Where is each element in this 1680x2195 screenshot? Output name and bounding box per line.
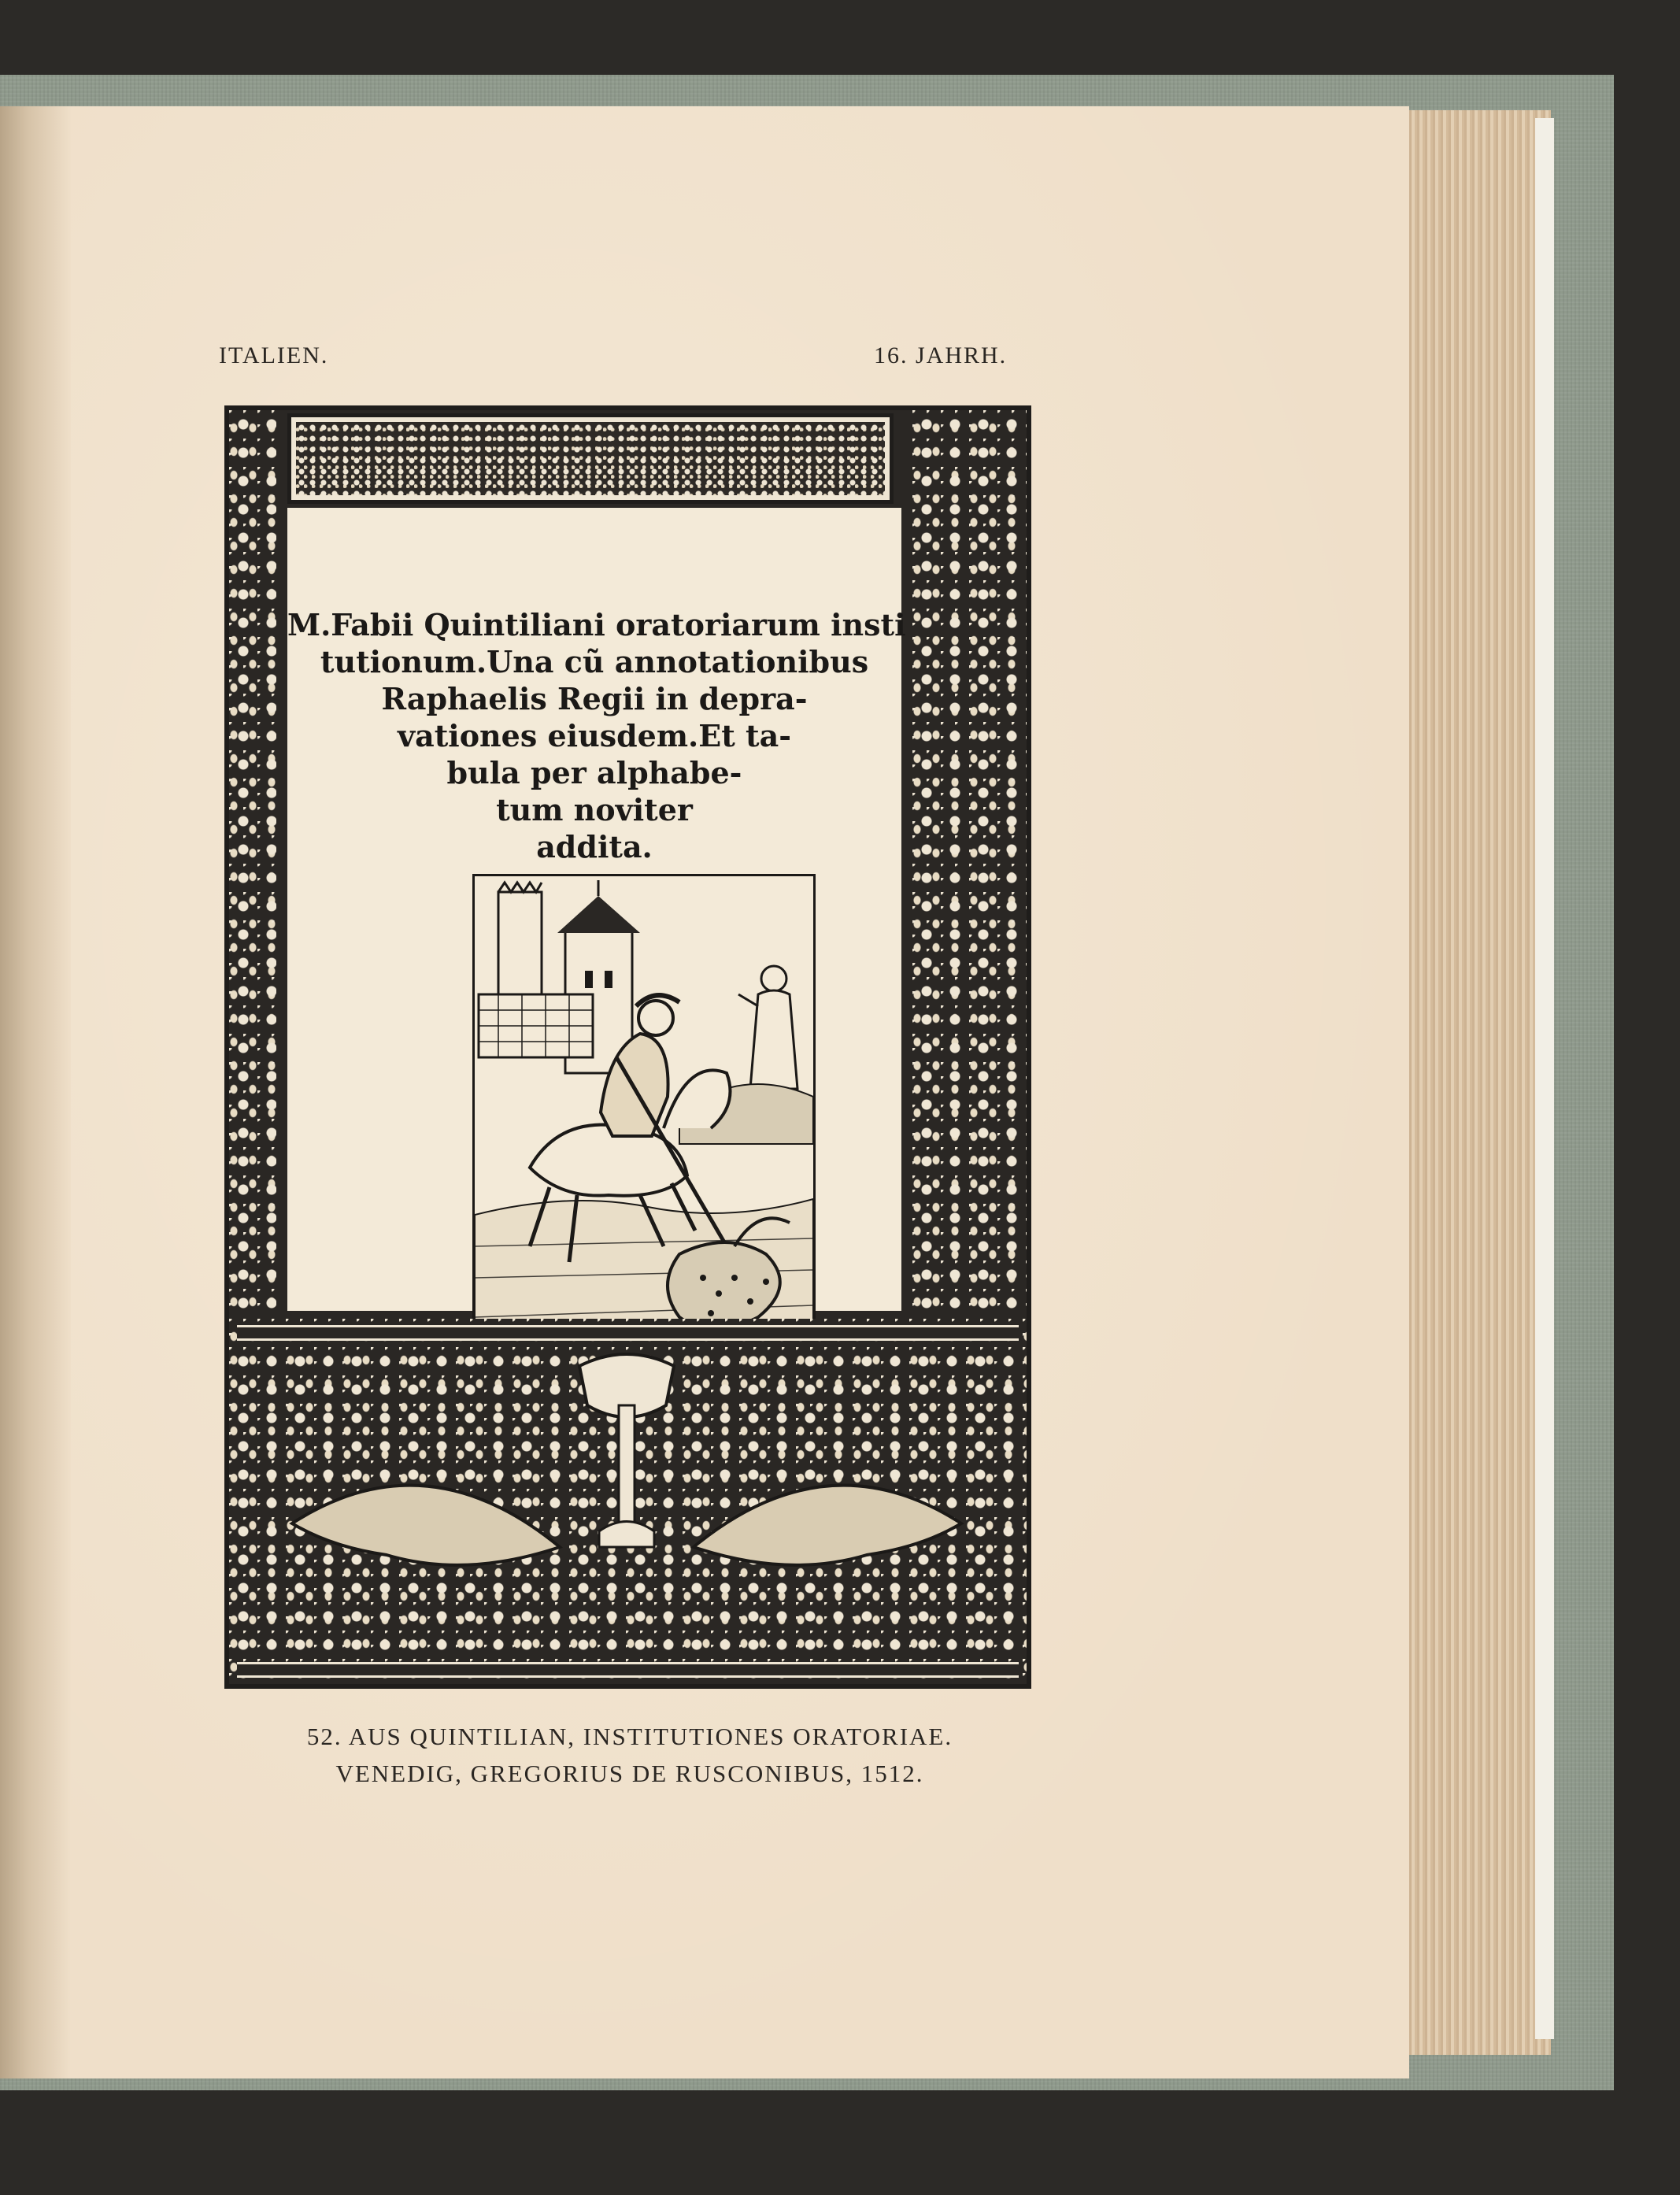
page-edges	[1401, 110, 1551, 2055]
woodcut-illustration-svg	[475, 876, 813, 1384]
title-line: tum noviter	[496, 792, 693, 827]
top-ornament-pattern	[296, 422, 885, 495]
title-line: tutionum.Una cũ annotationibus	[320, 644, 869, 679]
right-ornament-strip	[912, 410, 1027, 1316]
figure-caption-line-2: VENEDIG, GREGORIUS DE RUSCONIBUS, 1512.	[335, 1760, 924, 1787]
running-head-left: ITALIEN.	[219, 342, 329, 368]
vase-ornament-svg	[229, 1319, 1027, 1681]
title-line: Raphaelis Regii in depra-	[381, 681, 808, 716]
page-gutter	[0, 106, 71, 2078]
title-line: vationes eiusdem.Et ta-	[398, 718, 791, 753]
title-line: bula per alphabe-	[446, 755, 742, 790]
bottom-ornament-band-with-vase-and-dolphins	[229, 1319, 1027, 1684]
latin-title	[287, 606, 906, 865]
st-george-woodcut-illustration	[472, 874, 816, 1386]
figure-caption-line-1: 52. AUS QUINTILIAN, INSTITUTIONES ORATORIAE.	[306, 1723, 953, 1750]
top-ornament-band	[287, 413, 894, 504]
title-line: addita.	[536, 829, 653, 864]
bottom-band-bottom-rule	[237, 1662, 1019, 1678]
left-ornament-strip	[229, 410, 276, 1316]
page-edge-white	[1535, 118, 1554, 2039]
title-panel	[287, 508, 906, 1311]
title-page-woodcut	[224, 405, 1031, 1689]
title-line: M.Fabii Quintiliani oratoriarum insti	[287, 607, 906, 642]
running-head-right: 16. JAHRH.	[874, 342, 1008, 368]
